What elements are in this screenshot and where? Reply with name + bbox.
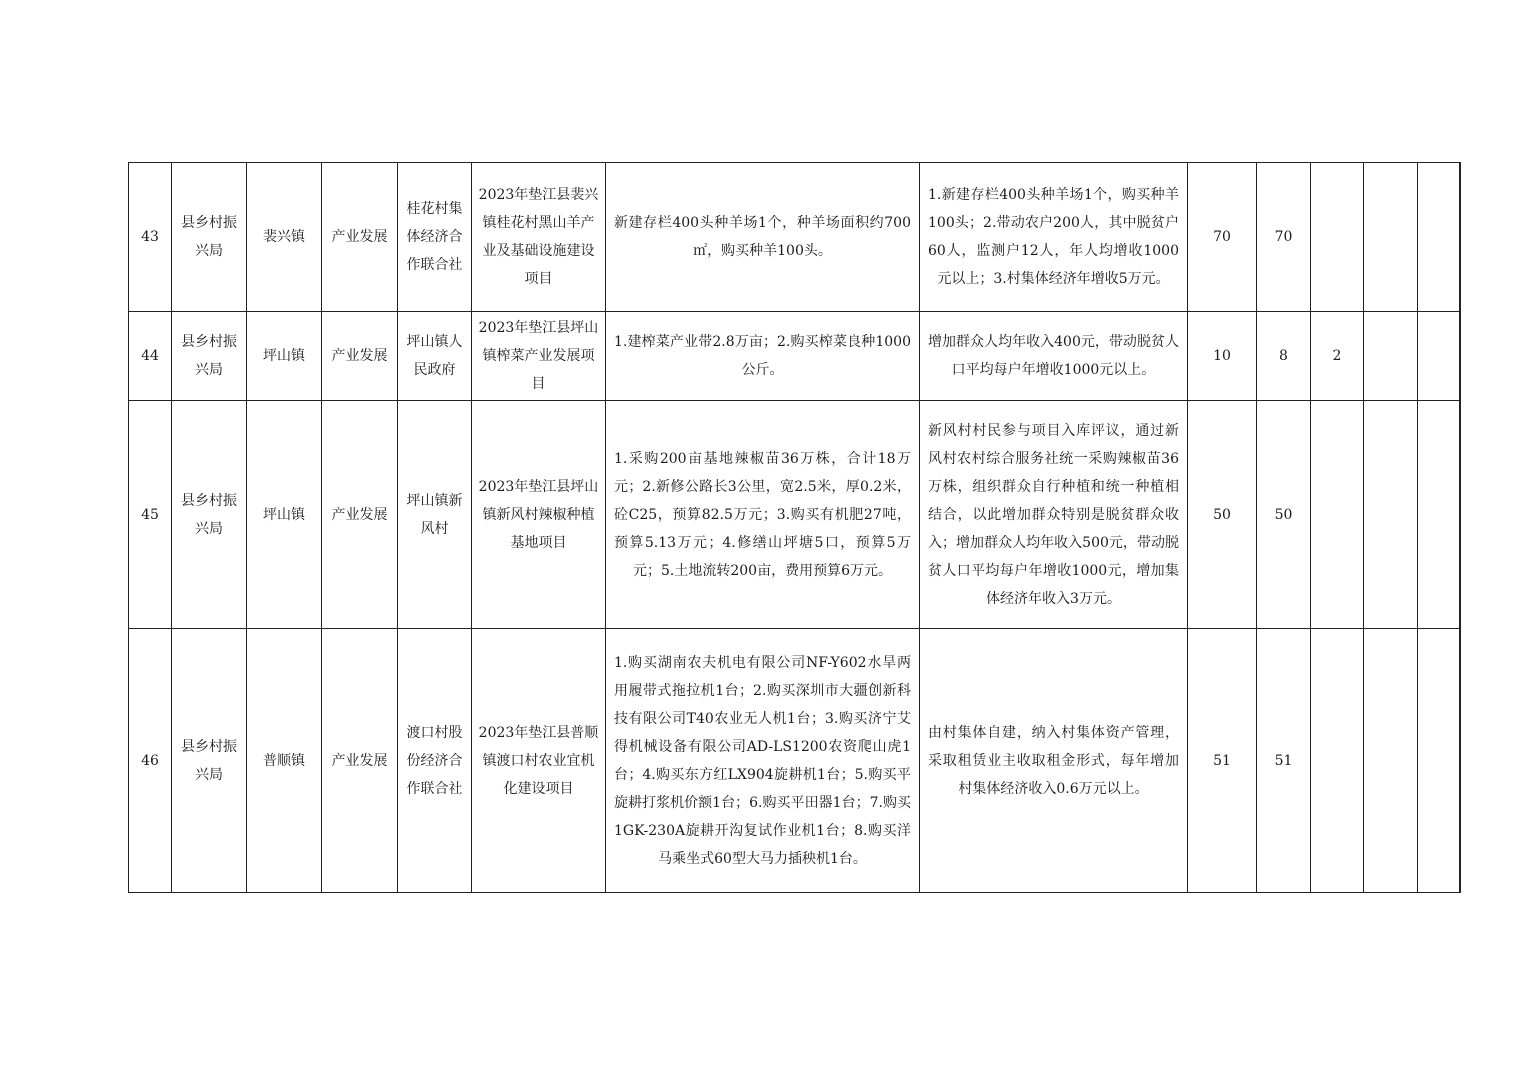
table-row: [129, 163, 1461, 312]
project-name-cell: 2023年垫江县裴兴镇桂花村黑山羊产业及基础设施建设项目: [472, 163, 606, 312]
project-type-cell: 产业发展: [322, 401, 398, 629]
fund-column-1-cell: 50: [1257, 401, 1311, 629]
row-number: 43: [129, 163, 172, 312]
construction-content-cell: 新建存栏400头种羊场1个，种羊场面积约700㎡，购买种羊100头。: [606, 163, 920, 312]
department-cell: 县乡村振兴局: [172, 163, 247, 312]
table-row: [129, 401, 1461, 629]
fund-column-2-cell: [1311, 629, 1364, 893]
fund-column-2-cell: [1311, 401, 1364, 629]
owner-cell: 坪山镇新风村: [398, 401, 472, 629]
table-row: [129, 312, 1461, 401]
fund-column-3-cell: [1364, 401, 1418, 629]
row-number: 44: [129, 312, 172, 401]
owner-cell: 坪山镇人民政府: [398, 312, 472, 401]
project-name-cell: 2023年垫江县普顺镇渡口村农业宜机化建设项目: [472, 629, 606, 893]
town-cell: 普顺镇: [247, 629, 322, 893]
fund-column-5-cell: [1460, 401, 1461, 629]
project-type-cell: 产业发展: [322, 312, 398, 401]
row-number: 46: [129, 629, 172, 893]
fund-column-1-cell: 8: [1257, 312, 1311, 401]
fund-column-5-cell: [1460, 312, 1461, 401]
department-cell: 县乡村振兴局: [172, 401, 247, 629]
benefit-cell: 由村集体自建，纳入村集体资产管理，采取租赁业主收取租金形式，每年增加村集体经济收入0.6万元以上。: [920, 629, 1188, 893]
fund-column-3-cell: [1364, 629, 1418, 893]
department-cell: 县乡村振兴局: [172, 312, 247, 401]
project-type-cell: 产业发展: [322, 629, 398, 893]
total-funds-cell: 10: [1188, 312, 1257, 401]
fund-column-4-cell: [1418, 312, 1460, 401]
owner-cell: 渡口村股份经济合作联合社: [398, 629, 472, 893]
row-number: 45: [129, 401, 172, 629]
fund-column-4-cell: [1418, 163, 1460, 312]
department-cell: 县乡村振兴局: [172, 629, 247, 893]
town-cell: 坪山镇: [247, 312, 322, 401]
fund-column-3-cell: [1364, 312, 1418, 401]
project-table: [128, 162, 1461, 893]
construction-content-cell: 1.购买湖南农夫机电有限公司NF-Y602水旱两用履带式拖拉机1台；2.购买深圳市大疆创新科技有限公司T40农业无人机1台；3.购买济宁艾得机械设备有限公司AD-LS1200农资爬山虎1台；4.购买东方红LX904旋耕机1台；5.购买平旋耕打浆机价额1台；6.购买平田器1台；7.购买1GK-230A旋耕开沟复试作业机1台；8.购买洋马乘坐式60型大马力插秧机1台。: [606, 629, 920, 893]
town-cell: 裴兴镇: [247, 163, 322, 312]
total-funds-cell: 51: [1188, 629, 1257, 893]
table-row: [129, 629, 1461, 893]
fund-column-4-cell: [1418, 401, 1460, 629]
project-name-cell: 2023年垫江县坪山镇榨菜产业发展项目: [472, 312, 606, 401]
benefit-cell: 1.新建存栏400头种羊场1个，购买种羊100头；2.带动农户200人，其中脱贫户60人，监测户12人，年人均增收1000元以上；3.村集体经济年增收5万元。: [920, 163, 1188, 312]
fund-column-2-cell: [1311, 163, 1364, 312]
owner-cell: 桂花村集体经济合作联合社: [398, 163, 472, 312]
benefit-cell: 新风村村民参与项目入库评议，通过新风村农村综合服务社统一采购辣椒苗36万株，组织群众自行种植和统一种植相结合，以此增加群众特别是脱贫群众收入；增加群众人均年收入500元，带动脱贫人口平均每户年增收1000元，增加集体经济年收入3万元。: [920, 401, 1188, 629]
fund-column-5-cell: [1460, 163, 1461, 312]
project-name-cell: 2023年垫江县坪山镇新风村辣椒种植基地项目: [472, 401, 606, 629]
fund-column-1-cell: 51: [1257, 629, 1311, 893]
fund-column-3-cell: [1364, 163, 1418, 312]
construction-content-cell: 1.采购200亩基地辣椒苗36万株，合计18万元；2.新修公路长3公里，宽2.5米，厚0.2米，砼C25，预算82.5万元；3.购买有机肥27吨，预算5.13万元；4.修缮山坪塘5口，预算5万元；5.土地流转200亩，费用预算6万元。: [606, 401, 920, 629]
total-funds-cell: 50: [1188, 401, 1257, 629]
construction-content-cell: 1.建榨菜产业带2.8万亩；2.购买榨菜良种1000公斤。: [606, 312, 920, 401]
benefit-cell: 增加群众人均年收入400元，带动脱贫人口平均每户年增收1000元以上。: [920, 312, 1188, 401]
project-type-cell: 产业发展: [322, 163, 398, 312]
town-cell: 坪山镇: [247, 401, 322, 629]
fund-column-5-cell: [1460, 629, 1461, 893]
fund-column-2-cell: 2: [1311, 312, 1364, 401]
total-funds-cell: 70: [1188, 163, 1257, 312]
fund-column-1-cell: 70: [1257, 163, 1311, 312]
fund-column-4-cell: [1418, 629, 1460, 893]
